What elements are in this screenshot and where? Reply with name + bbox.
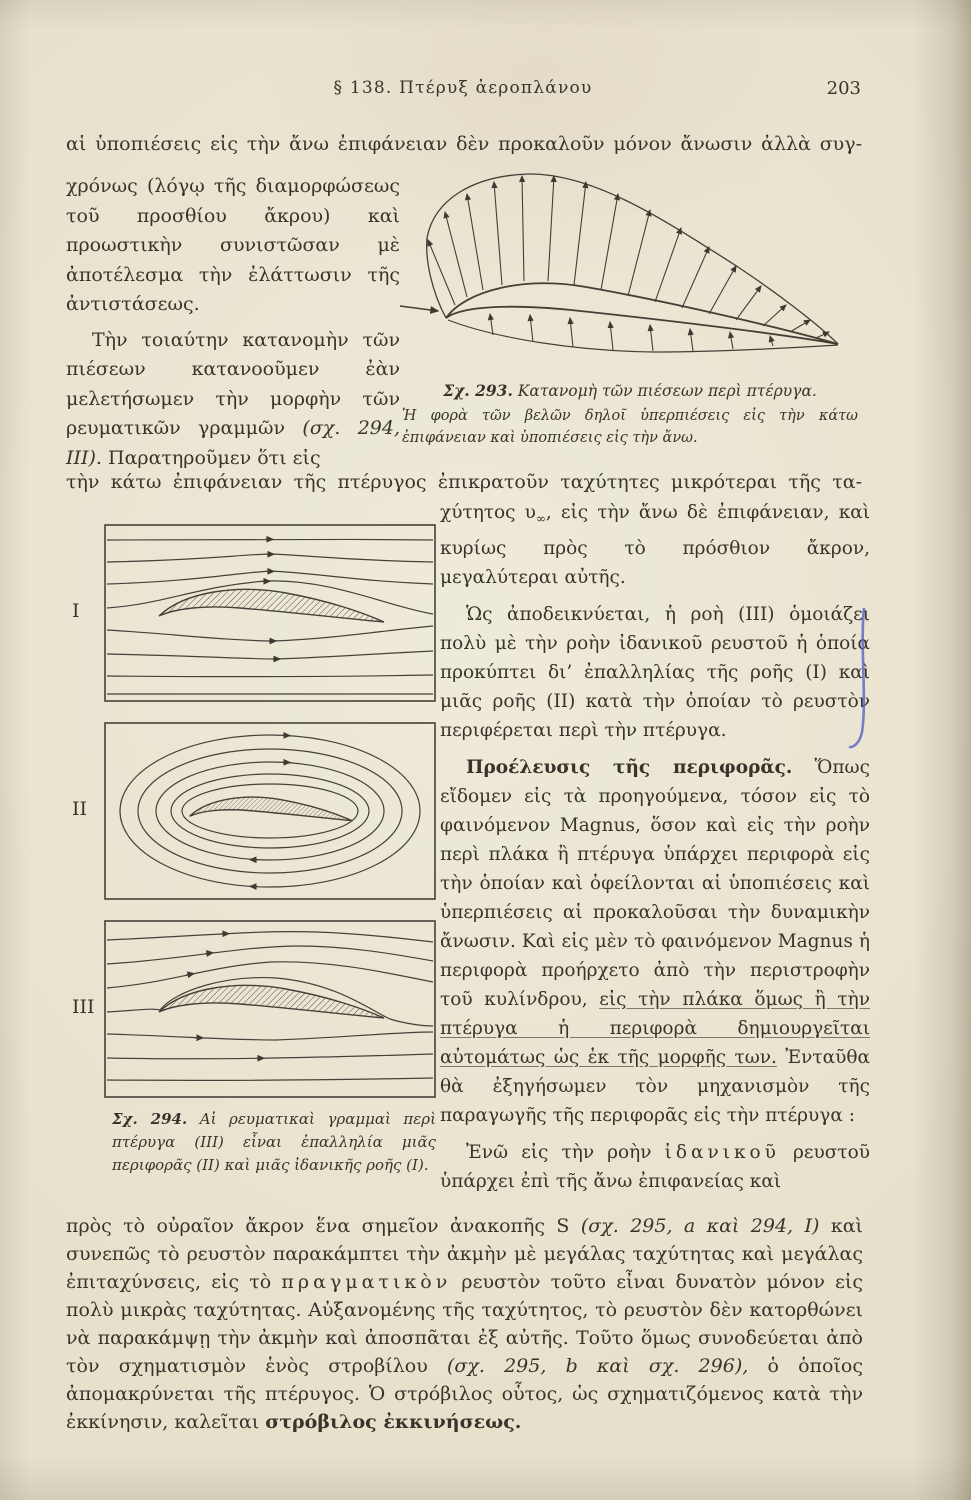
airfoil-outline	[446, 283, 838, 344]
ideal-flow-diagram	[104, 524, 436, 702]
text-run-underlined: εἰς τὴν πλάκα ὅμως ἢ τὴν πτέρυγα ἡ περιφορὰ δημιουργεῖται αὐτομάτως ὡς ἐκ τῆς μορφῆς των.	[440, 988, 870, 1068]
panel-label-I: I	[72, 600, 80, 622]
lower-pressure-envelope	[448, 320, 838, 352]
text-run: Ὅπως εἴδομεν εἰς τὰ προηγούμενα, τόσον εἰς τὸ φαινόμενον Magnus, ὅσον καὶ εἰς τὴν ροὴν περὶ πλάκα ἢ πτέρυγα ὑπάρχει περιφορὰ εἰς τὴν ὁποίαν καὶ ὀφείλονται αἱ ὑποπιέσεις καὶ ὑπερπιέσεις αἱ προκαλοῦσαι τὴν δυναμικὴν ἄνωσιν. Καὶ εἰς μὲν τὸ φαινόμενον Magnus ἡ περιφορὰ προήρχετο ἀπὸ τὴν περιστροφὴν τοῦ κυλίνδρου,	[440, 756, 870, 1010]
text-run-spaced: πραγματικὸν	[281, 1271, 452, 1293]
combined-flow-diagram	[104, 920, 436, 1098]
page-header	[65, 78, 861, 98]
text-run: Παρατηροῦμεν ὅτι εἰς	[101, 446, 321, 469]
text-run: Ἐνῶ εἰς τὴν ροὴν	[466, 1141, 665, 1163]
text-run-spaced: ἰδανικοῦ	[664, 1141, 780, 1163]
paragraph	[440, 1138, 870, 1196]
streamline-panel-III	[72, 920, 436, 1098]
inline-heading: Προέλευσις τῆς περιφορᾶς.	[466, 756, 793, 778]
pressure-arrows-group	[400, 174, 838, 352]
paragraph: Ὡς ἀποδεικνύεται, ἡ ροὴ (III) ὁμοιάζει πολὺ μὲ τὴν ροὴν ἰδανικοῦ ρευστοῦ ἡ ὁποία προκύπτει δι’ ἐπαλληλίας τῆς ροῆς (I) καὶ μιᾶς ροῆς (II) κατὰ τὴν ὁποίαν τὸ ρευστὸν περιφέρεται περὶ τὴν πτέρυγα.	[440, 603, 870, 741]
caption-detail: Ἡ φορὰ τῶν βελῶν δηλοῖ ὑπερπιέσεις εἰς τὴν κάτω ἐπιφάνειαν καὶ ὑποπιέσεις εἰς τὴν ἄνω.	[402, 408, 858, 446]
figure-label: Σχ. 294.	[112, 1110, 188, 1128]
upper-pressure-envelope	[427, 174, 838, 344]
caption-text: Κατανομὴ τῶν πιέσεων περὶ πτέρυγα.	[517, 382, 817, 400]
streamline-panel-II	[72, 722, 436, 900]
figure-293-pressure-distribution	[398, 160, 860, 375]
text-run: χύτητος υ	[440, 502, 536, 523]
panel-label-III: III	[72, 996, 95, 1018]
bottom-paragraph	[66, 1212, 863, 1436]
figure-293-caption	[402, 380, 858, 449]
panel-label-II: II	[72, 798, 88, 820]
page-number: 203	[826, 78, 861, 99]
caption-text: Αἱ ρευματικαὶ γραμμαὶ περὶ πτέρυγα (III) εἶναι ἐπαλληλία μιᾶς περιφορᾶς (II) καὶ μιᾶς ἰδανικῆς ροῆς (I).	[112, 1110, 436, 1174]
left-column	[66, 172, 400, 479]
figure-label: Σχ. 293.	[443, 381, 513, 400]
paragraph	[66, 326, 400, 474]
airfoil-pressure-diagram	[398, 160, 860, 375]
intro-line: αἱ ὑποπιέσεις εἰς τὴν ἄνω ἐπιφάνειαν δὲν προκαλοῦν μόνον ἄνωσιν ἀλλὰ συγ-	[66, 133, 862, 155]
streamline-panel-I	[72, 524, 436, 702]
text-run-italic: (σχ. 295, a καὶ 294, I)	[580, 1215, 820, 1237]
text-run: Τὴν τοιαύτην κατανομὴν τῶν πιέσεων κατανοοῦμεν ἐὰν μελετήσωμεν τὴν μορφὴν τῶν ρευματικῶν γραμμῶν	[66, 328, 400, 439]
airfoil-hatched	[159, 589, 384, 622]
text-run-italic: (σχ. 294, III).	[66, 417, 401, 469]
bridge-line: τὴν κάτω ἐπιφάνειαν τῆς πτέρυγος ἐπικρατοῦν ταχύτητες μικρότεραι τῆς τα-	[66, 471, 862, 493]
text-run: καὶ συνεπῶς τὸ ρευστὸν παρακάμπτει τὴν ἀκμὴν μὲ μεγάλας ταχύτητας καὶ μεγάλας ἐπιταχύνσεις, εἰς τὸ	[66, 1215, 863, 1293]
section-title: § 138. Πτέρυξ ἀεροπλάνου	[333, 78, 593, 98]
circulation-flow-diagram	[104, 722, 436, 900]
infinity-subscript: ∞	[535, 511, 546, 526]
text-run: πρὸς τὸ οὐραῖον ἄκρον ἕνα σημεῖον ἀνακοπῆς S	[66, 1215, 581, 1237]
paragraph-origin-of-circulation	[440, 753, 870, 1130]
caption-title	[402, 380, 858, 402]
text-run-italic: (σχ. 295, b καὶ σχ. 296),	[446, 1355, 749, 1377]
paragraph	[440, 498, 870, 592]
airfoil-hatched	[190, 797, 352, 820]
text-run: ὁ ὁποῖος ἀπομακρύνεται τῆς πτέρυγος. Ὁ στρόβιλος οὗτος, ὡς σχηματιζόμενος κατὰ τὴν ἐκκίνησιν, καλεῖται	[66, 1355, 863, 1433]
text-run-bold: στρόβιλος ἐκκινήσεως.	[265, 1411, 522, 1433]
right-column	[440, 498, 870, 1204]
text-run: ρευστὸν τοῦτο εἶναι δυνατὸν μόνον εἰς πολὺ μικρὰς ταχύτητας. Αὐξανομένης τῆς ταχύτητος, τὸ ρευστὸν δὲν κατορθώνει νὰ παρακάμψῃ τὴν ἀκμὴν καὶ ἀποσπᾶται ἐξ αὐτῆς. Τοῦτο ὅμως συνοδεύεται ἀπὸ τὸν σχηματισμὸν ἑνὸς στροβίλου	[66, 1271, 863, 1377]
margin-pen-mark	[848, 606, 874, 760]
panel-border	[105, 525, 435, 701]
text-run: ρευστοῦ ὑπάρχει ἐπὶ τῆς ἄνω ἐπιφανείας καὶ	[440, 1141, 870, 1192]
pen-stroke	[849, 608, 864, 747]
figure-294-caption	[112, 1108, 436, 1177]
figure-294-streamlines	[72, 524, 436, 1118]
text-run: , εἰς τὴν ἄνω δὲ ἐπιφάνειαν, καὶ κυρίως πρὸς τὸ πρόσθιον ἄκρον, μεγαλύτεραι αὐτῆς.	[440, 502, 870, 588]
airfoil-hatched	[159, 985, 384, 1018]
incoming-flow-arrow	[400, 306, 438, 311]
text-run: Ἐνταῦθα θὰ ἐξηγήσωμεν τὸν μηχανισμὸν τῆς παραγωγῆς τῆς περιφορᾶς εἰς τὴν πτέρυγα :	[440, 1046, 870, 1126]
paragraph: χρόνως (λόγῳ τῆς διαμορφώσεως τοῦ προσθίου ἄκρου) καὶ προωστικὴν συνιστῶσαν μὲ ἀποτέλεσμα τὴν ἐλάττωσιν τῆς ἀντιστάσεως.	[66, 175, 400, 315]
